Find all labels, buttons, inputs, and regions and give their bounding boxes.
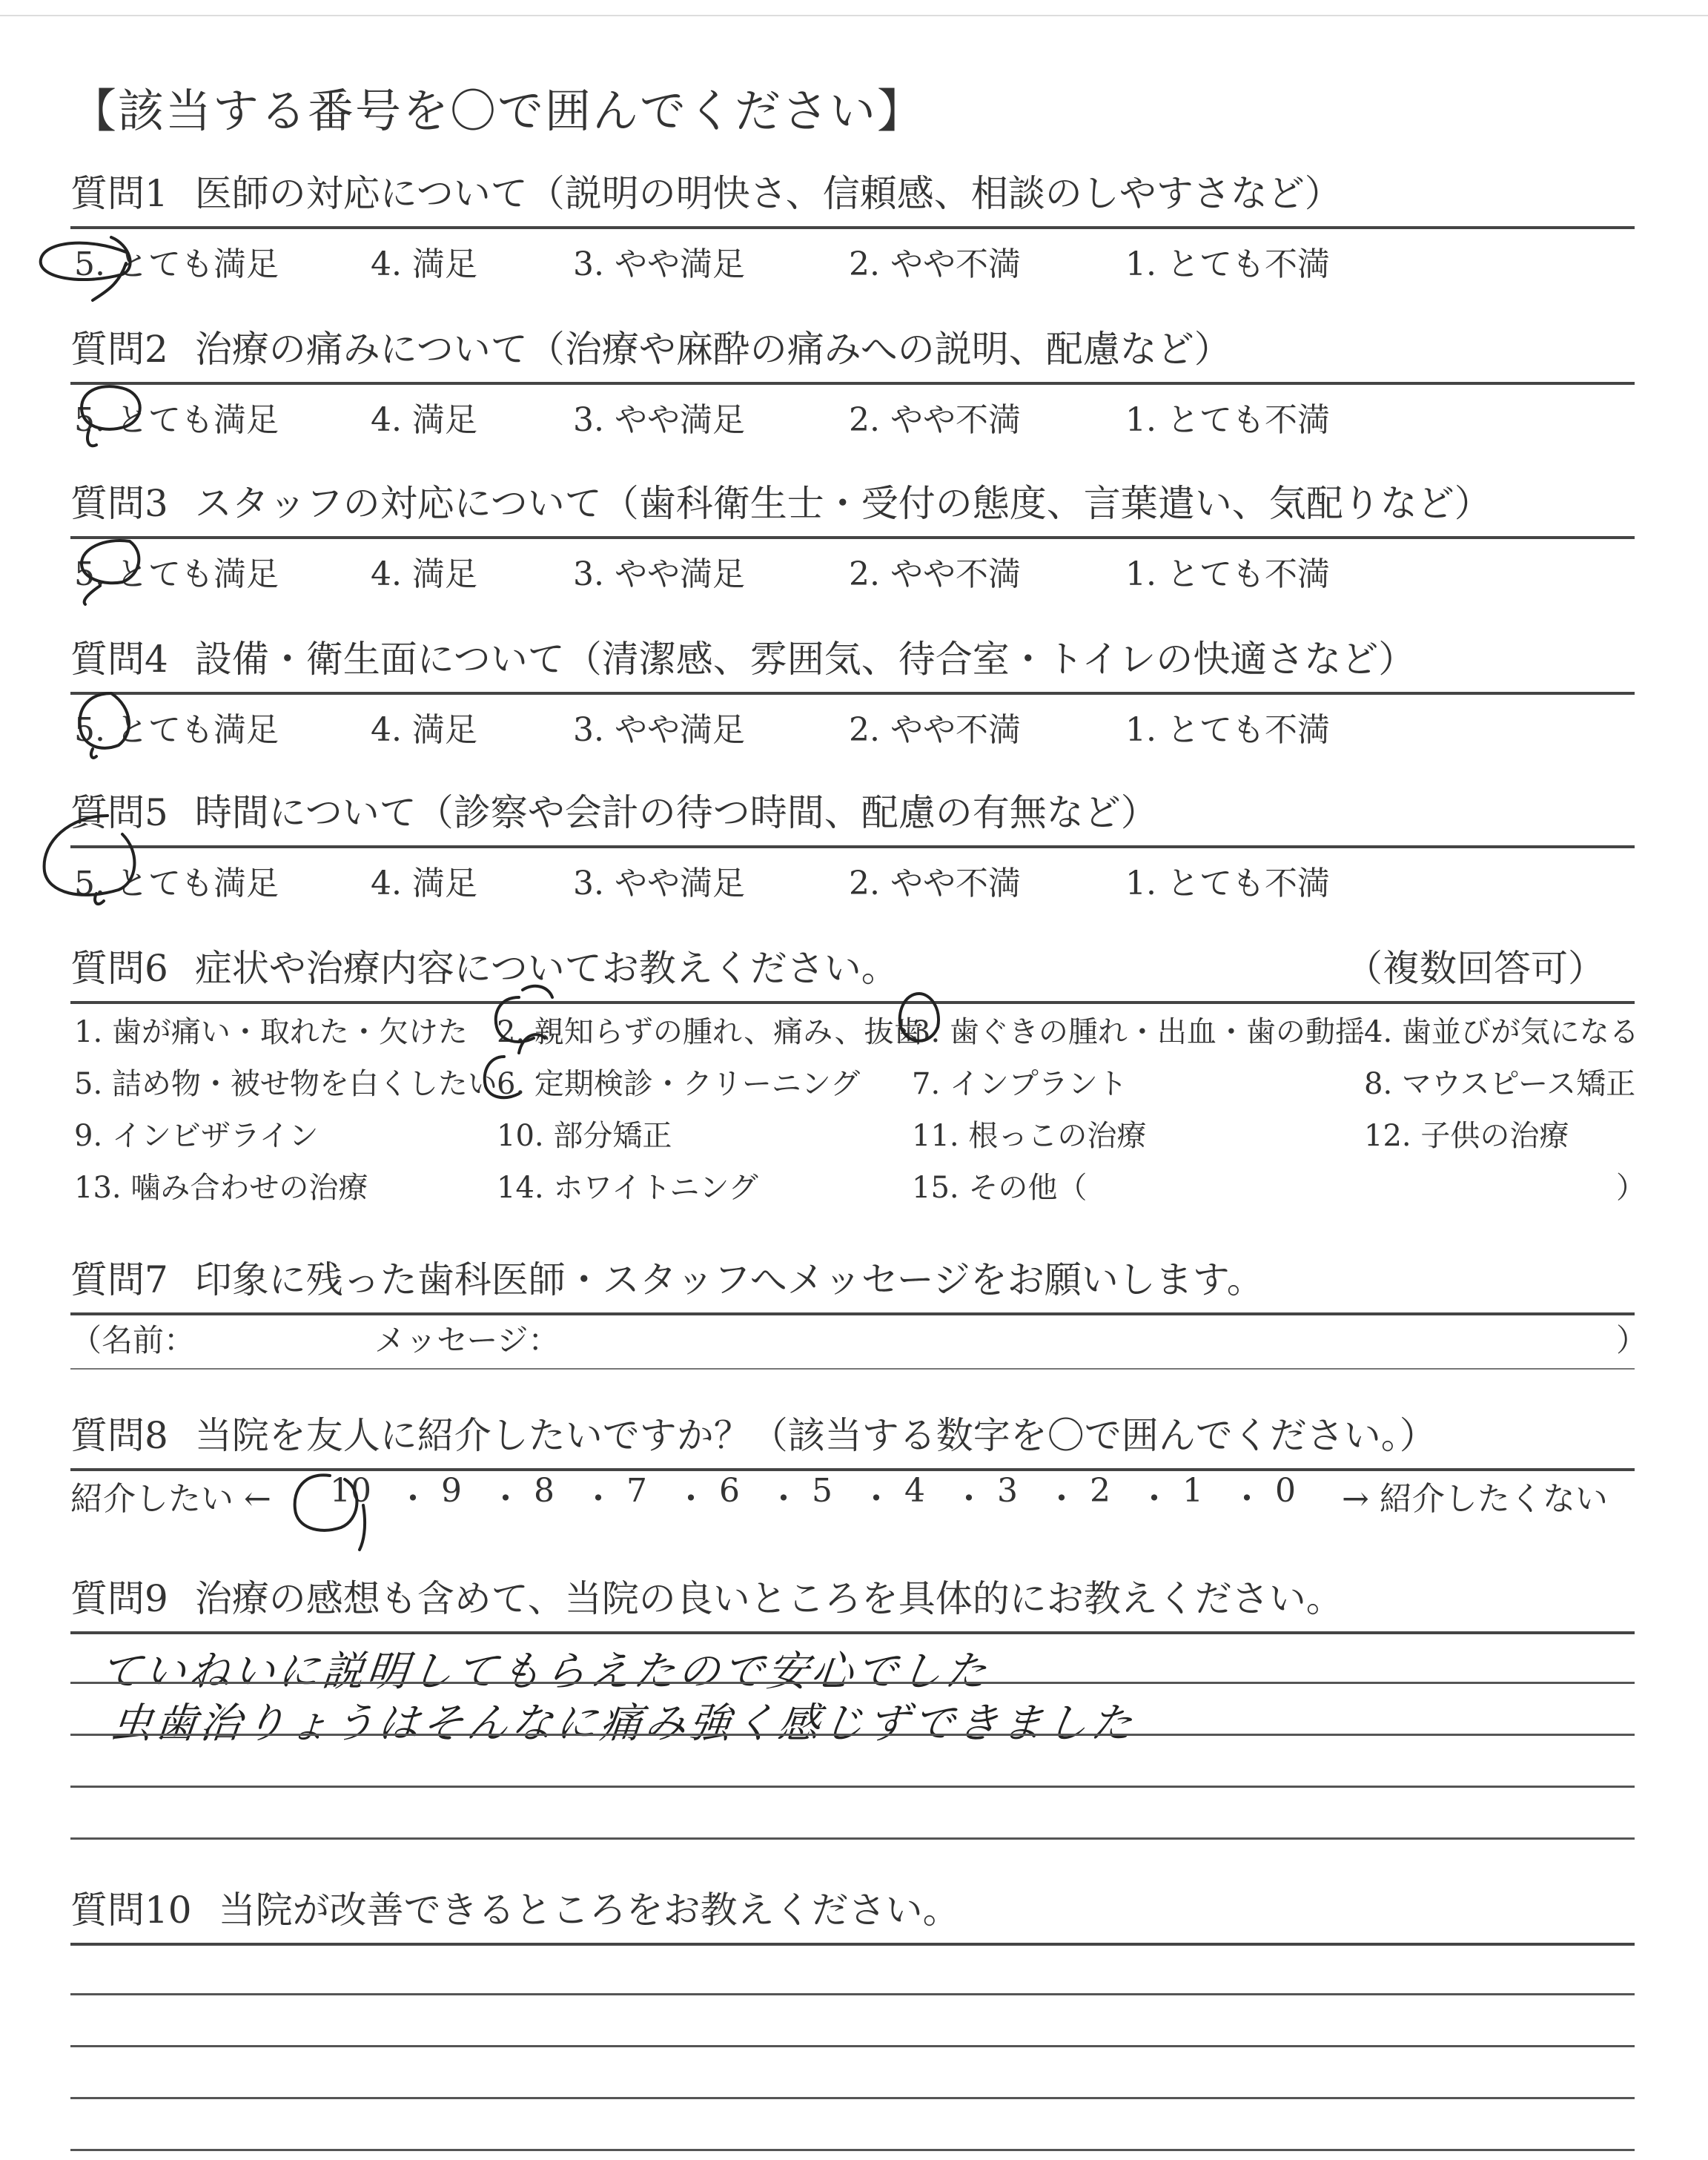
not-recommend-label: → 紹介したくない bbox=[1342, 1480, 1608, 1518]
choice-2[interactable]: 2. やや不満 bbox=[849, 555, 1021, 593]
answer-line bbox=[70, 1682, 1635, 1684]
option-14[interactable]: 14. ホワイトニング bbox=[497, 1171, 758, 1205]
choice-3[interactable]: 3. やや満足 bbox=[573, 245, 745, 283]
answer-line bbox=[70, 1786, 1635, 1788]
scale-1[interactable]: 1 bbox=[1182, 1472, 1203, 1510]
name-label: （名前： bbox=[70, 1322, 196, 1358]
option-1[interactable]: 1. 歯が痛い・取れた・欠けた bbox=[74, 1015, 468, 1049]
question-text: 印象に残った歯科医師・スタッフへメッセージをお願いします。 bbox=[194, 1258, 1264, 1301]
question-number: 質問7 bbox=[70, 1258, 168, 1301]
answer-line bbox=[70, 1734, 1635, 1736]
option-7[interactable]: 7. インプラント bbox=[912, 1067, 1128, 1101]
choice-5[interactable]: 5. とても満足 bbox=[74, 245, 279, 283]
form-title: 【該当する番号を〇で囲んでください】 bbox=[70, 84, 925, 138]
option-15-close: ） bbox=[1616, 1171, 1646, 1205]
divider bbox=[70, 1368, 1635, 1370]
scale-4[interactable]: 4 bbox=[904, 1472, 925, 1510]
option-3[interactable]: 3. 歯ぐきの腫れ・出血・歯の動揺 bbox=[912, 1015, 1365, 1049]
question-4 bbox=[70, 621, 1635, 695]
answer-line bbox=[70, 2045, 1635, 2047]
question-text: 当院を友人に紹介したいですか？（該当する数字を〇で囲んでください。） bbox=[194, 1414, 1437, 1457]
question-1 bbox=[70, 156, 1635, 229]
option-15[interactable]: 15. その他（ bbox=[912, 1171, 1088, 1205]
scale-5[interactable]: 5 bbox=[812, 1472, 833, 1510]
question-number: 質問4 bbox=[70, 638, 168, 681]
question-text: 医師の対応について（説明の明快さ、信頼感、相談のしやすさなど） bbox=[194, 172, 1342, 215]
question-10 bbox=[70, 1872, 1635, 1946]
question-number: 質問1 bbox=[70, 172, 168, 215]
scale-7[interactable]: 7 bbox=[626, 1472, 647, 1510]
choice-4[interactable]: 4. 満足 bbox=[371, 401, 477, 439]
option-11[interactable]: 11. 根っこの治療 bbox=[912, 1119, 1147, 1153]
question-number: 質問10 bbox=[70, 1889, 192, 1932]
question-3 bbox=[70, 466, 1635, 539]
choice-2[interactable]: 2. やや不満 bbox=[849, 401, 1021, 439]
choice-5[interactable]: 5. とても満足 bbox=[74, 555, 279, 593]
question-9 bbox=[70, 1561, 1635, 1634]
choice-3[interactable]: 3. やや満足 bbox=[573, 401, 745, 439]
handwritten-answer-line-1: ていねいに説明してもらえたので安心でした bbox=[97, 1648, 992, 1696]
option-10[interactable]: 10. 部分矯正 bbox=[497, 1119, 672, 1153]
scale-2[interactable]: 2 bbox=[1090, 1472, 1110, 1510]
rating-choices-q5 bbox=[74, 856, 1631, 901]
choice-4[interactable]: 4. 満足 bbox=[371, 555, 477, 593]
option-13[interactable]: 13. 噛み合わせの治療 bbox=[74, 1171, 368, 1205]
question-text: 時間について（診察や会計の待つ時間、配慮の有無など） bbox=[194, 791, 1158, 834]
recommend-scale: 紹介したい ← 10 ・ 9 ・ 8 ・ 7 ・ 6 ・ 5 ・ 4 ・ 3 ・ 2 ・ 1 ・ 0 → 紹介したくない bbox=[70, 1472, 1608, 1518]
choice-3[interactable]: 3. やや満足 bbox=[573, 555, 745, 593]
choice-4[interactable]: 4. 満足 bbox=[371, 711, 477, 749]
question-2 bbox=[70, 311, 1635, 385]
option-8[interactable]: 8. マウスピース矯正 bbox=[1364, 1067, 1636, 1101]
question-text: 治療の痛みについて（治療や麻酔の痛みへの説明、配慮など） bbox=[194, 328, 1231, 371]
option-9[interactable]: 9. インビザライン bbox=[74, 1119, 319, 1153]
question-7 bbox=[70, 1242, 1635, 1315]
choice-1[interactable]: 1. とても不満 bbox=[1125, 711, 1330, 749]
question-number: 質問6 bbox=[70, 947, 168, 990]
answer-line bbox=[70, 2097, 1635, 2099]
choice-2[interactable]: 2. やや不満 bbox=[849, 711, 1021, 749]
scale-6[interactable]: 6 bbox=[719, 1472, 740, 1510]
choice-1[interactable]: 1. とても不満 bbox=[1125, 245, 1330, 283]
choice-4[interactable]: 4. 満足 bbox=[371, 245, 477, 283]
option-6[interactable]: 6. 定期検診・クリーニング bbox=[497, 1067, 861, 1101]
choice-5[interactable]: 5. とても満足 bbox=[74, 401, 279, 439]
question-number: 質問3 bbox=[70, 482, 168, 525]
question-text: 当院が改善できるところをお教えください。 bbox=[218, 1889, 960, 1932]
option-2[interactable]: 2. 親知らずの腫れ、痛み、抜歯 bbox=[497, 1015, 924, 1049]
scale-0[interactable]: 0 bbox=[1275, 1472, 1296, 1510]
option-5[interactable]: 5. 詰め物・被せ物を白くしたい bbox=[74, 1067, 497, 1101]
question-text: スタッフの対応について（歯科衛生士・受付の態度、言葉遣い、気配りなど） bbox=[194, 482, 1492, 525]
rating-choices-q4 bbox=[74, 703, 1631, 747]
choice-4[interactable]: 4. 満足 bbox=[371, 865, 477, 902]
question-6 bbox=[70, 931, 1635, 1004]
rating-choices-q2 bbox=[74, 393, 1631, 437]
choice-1[interactable]: 1. とても不満 bbox=[1125, 401, 1330, 439]
rating-choices-q3 bbox=[74, 547, 1631, 592]
choice-5[interactable]: 5. とても満足 bbox=[74, 865, 279, 902]
choice-1[interactable]: 1. とても不満 bbox=[1125, 555, 1330, 593]
page-edge bbox=[0, 15, 1708, 16]
answer-line bbox=[70, 1837, 1635, 1840]
choice-2[interactable]: 2. やや不満 bbox=[849, 245, 1021, 283]
handwritten-answer-line-2: 虫歯治りょうはそんなに痛み強く感じずできました bbox=[108, 1700, 1138, 1748]
choice-3[interactable]: 3. やや満足 bbox=[573, 711, 745, 749]
question-5 bbox=[70, 775, 1635, 848]
question-number: 質問9 bbox=[70, 1577, 168, 1620]
question-text: 症状や治療内容についてお教えください。 bbox=[194, 947, 898, 990]
question-number: 質問5 bbox=[70, 791, 168, 834]
question-8 bbox=[70, 1398, 1635, 1471]
choice-2[interactable]: 2. やや不満 bbox=[849, 865, 1021, 902]
recommend-label: 紹介したい ← bbox=[70, 1480, 271, 1518]
message-label: メッセージ： bbox=[374, 1322, 560, 1358]
choice-1[interactable]: 1. とても不満 bbox=[1125, 865, 1330, 902]
question-number: 質問2 bbox=[70, 328, 168, 371]
answer-line bbox=[70, 2149, 1635, 2151]
scale-10[interactable]: 10 bbox=[330, 1472, 371, 1510]
question-text: 治療の感想も含めて、当院の良いところを具体的にお教えください。 bbox=[194, 1577, 1343, 1620]
answer-line bbox=[70, 1993, 1635, 1995]
message-close: ） bbox=[1616, 1322, 1648, 1358]
multiple-answers-note: （複数回答可） bbox=[1345, 947, 1605, 990]
scale-8[interactable]: 8 bbox=[534, 1472, 555, 1510]
scale-9[interactable]: 9 bbox=[441, 1472, 462, 1510]
question-number: 質問8 bbox=[70, 1414, 168, 1457]
choice-5[interactable]: 5. とても満足 bbox=[74, 711, 279, 749]
choice-3[interactable]: 3. やや満足 bbox=[573, 865, 745, 902]
option-12[interactable]: 12. 子供の治療 bbox=[1364, 1119, 1569, 1153]
question-text: 設備・衛生面について（清潔感、雰囲気、待合室・トイレの快適さなど） bbox=[194, 638, 1416, 681]
scale-3[interactable]: 3 bbox=[997, 1472, 1018, 1510]
symptom-options bbox=[74, 1008, 1646, 1231]
rating-choices-q1 bbox=[74, 237, 1631, 282]
option-4[interactable]: 4. 歯並びが気になる bbox=[1364, 1015, 1639, 1049]
